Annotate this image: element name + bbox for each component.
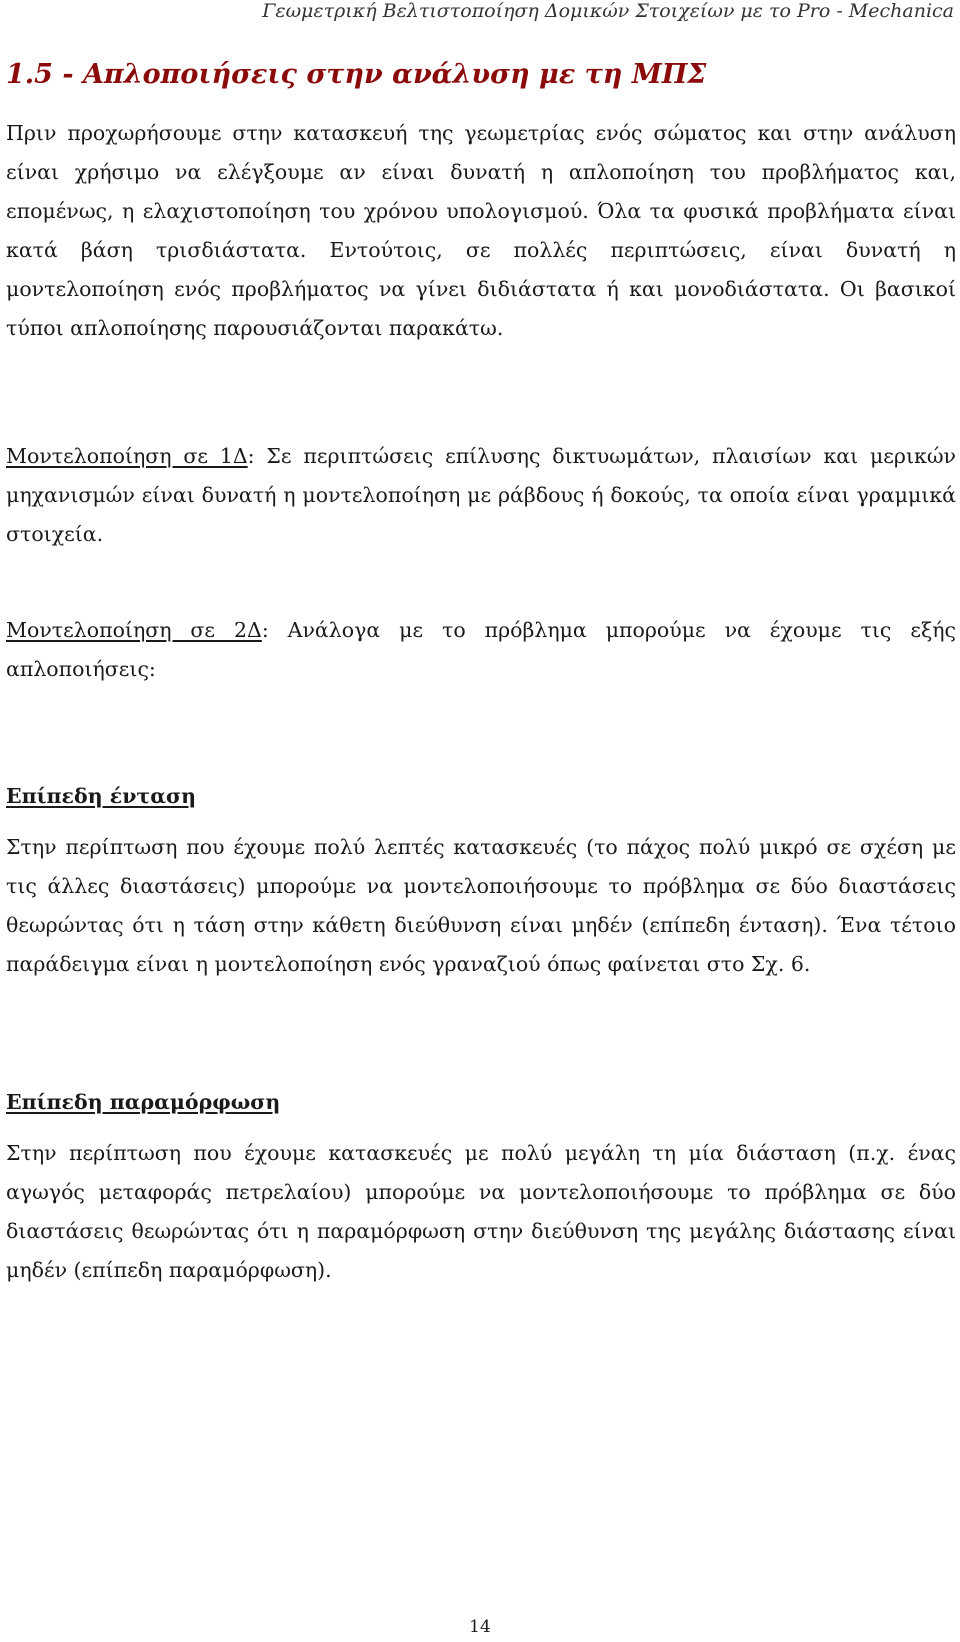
model-1d-term: Μοντελοποίηση σε 1Δ xyxy=(6,444,248,468)
model-2d-text: : Ανάλογα με το πρόβλημα μπορούμε να έχουμε τις εξής απλοποιήσεις: xyxy=(6,618,956,681)
plane-strain-paragraph: Στην περίπτωση που έχουμε κατασκευές με πολύ μεγάλη τη μία διάσταση (π.χ. ένας αγωγός μεταφοράς πετρελαίου) μπορούμε να μοντελοποιήσουμε το πρόβλημα σε δύο διαστάσεις θεωρώντας ότι η παραμόρφωση στην διεύθυνση της μεγάλης διάστασης είναι μηδέν (επίπεδη παραμόρφωση). xyxy=(6,1141,956,1282)
plane-strain-heading: Επίπεδη παραμόρφωση xyxy=(6,1090,281,1114)
model-2d-term: Μοντελοποίηση σε 2Δ xyxy=(6,618,262,642)
plane-stress-paragraph: Στην περίπτωση που έχουμε πολύ λεπτές κατασκευές (το πάχος πολύ μικρό σε σχέση με τις άλλες διαστάσεις) μπορούμε να μοντελοποιήσουμε το πρόβλημα σε δύο διαστάσεις θεωρώντας ότι η τάση στην κάθετη διεύθυνση είναι μηδέν (επίπεδη ένταση). Ένα τέτοιο παράδειγμα είναι η μοντελοποίηση ενός γραναζιού όπως φαίνεται στο Σχ. 6. xyxy=(6,835,956,976)
model-1d-paragraph xyxy=(6,437,956,554)
running-header: Γεωμετρική Βελτιστοποίηση Δομικών Στοιχείων με το Pro - Mechanica xyxy=(262,0,954,22)
model-1d-text: : Σε περιπτώσεις επίλυσης δικτυωμάτων, πλαισίων και μερικών μηχανισμών είναι δυνατή η μοντελοποίηση με ράβδους ή δοκούς, τα οποία είναι γραμμικά στοιχεία. xyxy=(6,444,957,546)
model-2d-paragraph xyxy=(6,611,956,689)
plane-stress-heading: Επίπεδη ένταση xyxy=(6,784,197,808)
section-title: 1.5 - Απλοποιήσεις στην ανάλυση με τη ΜΠΣ xyxy=(6,59,707,90)
intro-paragraph: Πριν προχωρήσουμε στην κατασκευή της γεωμετρίας ενός σώματος και στην ανάλυση είναι χρήσιμο να ελέγξουμε αν είναι δυνατή η απλοποίηση του προβλήματος και, επομένως, η ελαχιστοποίηση του χρόνου υπολογισμού. Όλα τα φυσικά προβλήματα είναι κατά βάση τρισδιάστατα. Εντούτοις, σε πολλές περιπτώσεις, είναι δυνατή η μοντελοποίηση ενός προβλήματος να γίνει διδιάστατα ή και μονοδιάστατα. Οι βασικοί τύποι απλοποίησης παρουσιάζονται παρακάτω. xyxy=(6,121,956,340)
page-number: 14 xyxy=(469,1617,491,1637)
